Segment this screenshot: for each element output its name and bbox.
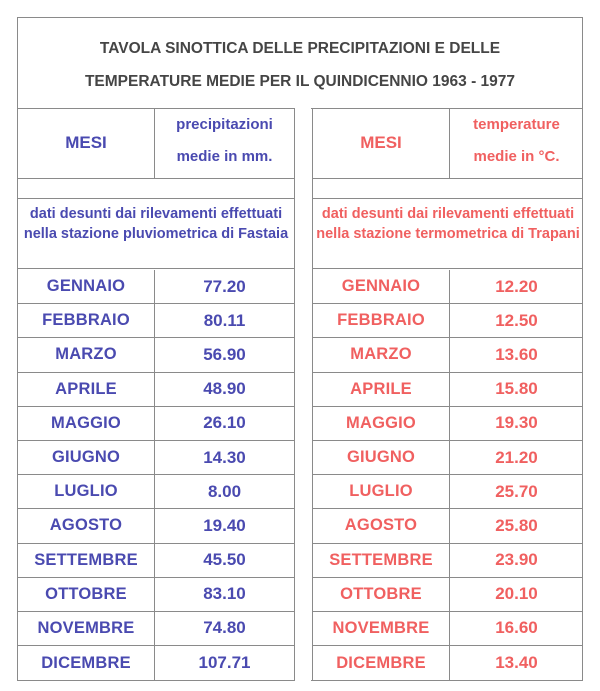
precipitation-row	[18, 270, 294, 304]
table-title	[18, 18, 582, 109]
precipitation-month-cell: GENNAIO	[18, 270, 155, 303]
precipitation-month-cell: LUGLIO	[18, 475, 155, 508]
temperature-row	[313, 544, 583, 578]
temperature-row	[313, 407, 583, 441]
temperature-value-cell: 20.10	[495, 584, 538, 604]
precipitation-value-cell: 45.50	[203, 550, 246, 570]
precipitation-panel	[18, 108, 295, 681]
temperature-value-cell: 25.70	[495, 481, 538, 501]
precipitation-source-note: dati desunti dai rilevamenti effettuati nella stazione pluviometrica di Fastaia	[18, 199, 294, 269]
temperature-month-cell: OTTOBRE	[313, 578, 450, 611]
precipitation-month-cell: NOVEMBRE	[18, 612, 155, 645]
temperature-month-cell: MARZO	[313, 338, 450, 371]
temperature-value-cell: 16.60	[495, 618, 538, 638]
precipitation-month-cell: SETTEMBRE	[18, 544, 155, 577]
temperature-months-header: MESI	[313, 108, 450, 178]
temperature-month-cell: AGOSTO	[313, 509, 450, 542]
precipitation-value-cell: 77.20	[203, 276, 246, 296]
precipitation-month-cell: OTTOBRE	[18, 578, 155, 611]
precipitation-row	[18, 612, 294, 646]
temperature-rows	[313, 270, 583, 680]
temperature-month-cell: APRILE	[313, 373, 450, 406]
precipitation-value-cell: 83.10	[203, 584, 246, 604]
precipitation-value-cell: 74.80	[203, 618, 246, 638]
temperature-month-cell: DICEMBRE	[313, 646, 450, 680]
temperature-row	[313, 509, 583, 543]
temperature-month-cell: GENNAIO	[313, 270, 450, 303]
precipitation-row	[18, 475, 294, 509]
temperature-month-cell: GIUGNO	[313, 441, 450, 474]
temperature-row	[313, 612, 583, 646]
temperature-month-cell: LUGLIO	[313, 475, 450, 508]
precipitation-month-cell: FEBBRAIO	[18, 304, 155, 337]
precipitation-spacer-row	[18, 179, 294, 199]
temperature-row	[313, 373, 583, 407]
precipitation-value-cell: 48.90	[203, 379, 246, 399]
precipitation-month-cell: GIUGNO	[18, 441, 155, 474]
precipitation-header-line-2: medie in mm.	[176, 148, 273, 165]
temperature-row	[313, 475, 583, 509]
temperature-spacer-row	[313, 179, 583, 199]
temperature-value-header	[450, 108, 583, 178]
precipitation-value-cell: 107.71	[198, 653, 251, 673]
precipitation-value-cell: 80.11	[203, 310, 246, 330]
precipitation-month-cell: DICEMBRE	[18, 646, 155, 680]
temperature-month-cell: MAGGIO	[313, 407, 450, 440]
temperature-row	[313, 270, 583, 304]
title-line-2: TEMPERATURE MEDIE PER IL QUINDICENNIO 1963 - 1977	[84, 73, 516, 90]
temperature-row	[313, 646, 583, 680]
precipitation-value-cell: 8.00	[207, 481, 242, 501]
precipitation-row	[18, 338, 294, 372]
temperature-value-cell: 13.60	[495, 344, 538, 364]
temperature-header	[313, 108, 583, 179]
temperature-value-cell: 25.80	[495, 515, 538, 535]
precipitation-month-cell: MARZO	[18, 338, 155, 371]
temperature-row	[313, 441, 583, 475]
temperature-row	[313, 338, 583, 372]
title-line-1: TAVOLA SINOTTICA DELLE PRECIPITAZIONI E DELLE	[99, 40, 501, 57]
precipitation-row	[18, 646, 294, 680]
temperature-panel	[312, 108, 583, 681]
temperature-value-cell: 23.90	[495, 550, 538, 570]
temperature-month-cell: SETTEMBRE	[313, 544, 450, 577]
precipitation-header	[18, 108, 294, 179]
precipitation-month-cell: APRILE	[18, 373, 155, 406]
precipitation-month-cell: AGOSTO	[18, 509, 155, 542]
precipitation-rows	[18, 270, 294, 680]
temperature-row	[313, 578, 583, 612]
precipitation-value-cell: 56.90	[203, 344, 246, 364]
column-gap	[295, 108, 311, 681]
precipitation-row	[18, 544, 294, 578]
temperature-value-cell: 13.40	[495, 653, 538, 673]
precipitation-row	[18, 373, 294, 407]
precipitation-row	[18, 441, 294, 475]
temperature-value-cell: 15.80	[495, 379, 538, 399]
temperature-header-line-1: temperature	[473, 116, 560, 133]
temperature-month-cell: FEBBRAIO	[313, 304, 450, 337]
precipitation-months-header: MESI	[18, 108, 155, 178]
precipitation-row	[18, 304, 294, 338]
precipitation-row	[18, 578, 294, 612]
precipitation-header-line-1: precipitazioni	[176, 116, 273, 133]
precipitation-value-cell: 19.40	[203, 515, 246, 535]
synoptic-table	[17, 17, 583, 681]
precipitation-row	[18, 509, 294, 543]
temperature-header-line-2: medie in °C.	[473, 148, 560, 165]
precipitation-value-header	[155, 108, 294, 178]
precipitation-month-cell: MAGGIO	[18, 407, 155, 440]
temperature-value-cell: 21.20	[495, 447, 538, 467]
temperature-month-cell: NOVEMBRE	[313, 612, 450, 645]
precipitation-value-cell: 26.10	[203, 413, 246, 433]
temperature-value-cell: 12.20	[495, 276, 538, 296]
temperature-source-note: dati desunti dai rilevamenti effettuati nella stazione termometrica di Trapani	[313, 199, 583, 269]
precipitation-value-cell: 14.30	[203, 447, 246, 467]
precipitation-row	[18, 407, 294, 441]
temperature-value-cell: 12.50	[495, 310, 538, 330]
temperature-value-cell: 19.30	[495, 413, 538, 433]
temperature-row	[313, 304, 583, 338]
